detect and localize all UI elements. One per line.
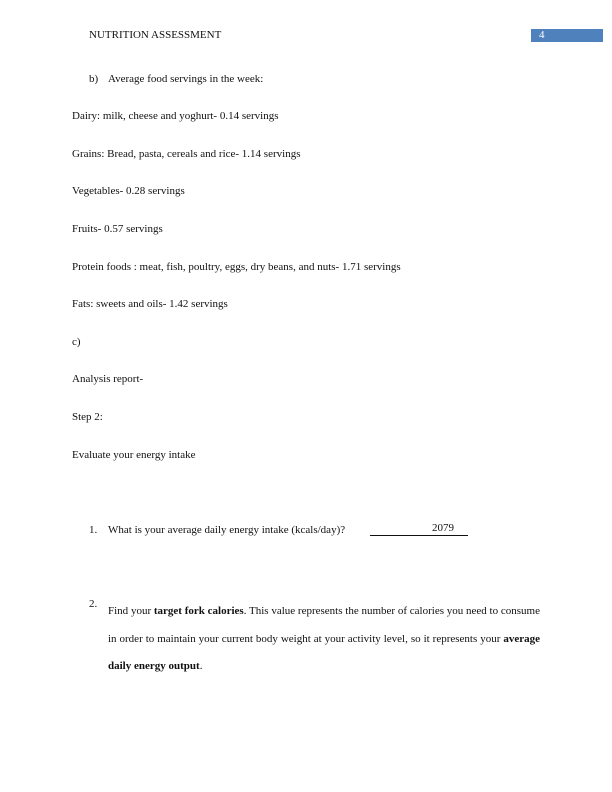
serving-item-dairy: Dairy: milk, cheese and yoghurt- 0.14 servings: [72, 110, 279, 122]
q2-text-part2: . This value represents the number of calories you need to consume in order to maintain your current body weight at your activity level, so it represents your: [108, 605, 540, 645]
serving-item-fruits: Fruits- 0.57 servings: [72, 223, 163, 235]
question-1-text: What is your average daily energy intake (kcals/day)?: [108, 524, 346, 536]
running-header-title: NUTRITION ASSESSMENT: [89, 29, 222, 41]
q2-text-part1: Find your: [108, 605, 154, 617]
page-number-box: [531, 29, 603, 42]
section-c-marker: c): [72, 336, 81, 348]
q2-bold-target-fork-calories: target fork calories: [153, 605, 244, 617]
list-marker-b: b): [89, 73, 99, 85]
analysis-report-label: Analysis report-: [72, 373, 144, 385]
serving-item-vegetables: Vegetables- 0.28 servings: [72, 185, 185, 197]
question-1-answer-line: [370, 522, 468, 536]
question-2-text: [108, 598, 540, 681]
q2-bold-average-daily-energy-output: average daily energy output: [108, 632, 540, 672]
q2-text-part3: .: [199, 660, 203, 672]
step-instruction: Evaluate your energy intake: [72, 449, 196, 461]
serving-item-grains: Grains: Bread, pasta, cereals and rice- 1.14 servings: [72, 148, 301, 160]
question-2-number: 2.: [89, 598, 98, 610]
servings-heading: Average food servings in the week:: [108, 73, 264, 85]
serving-item-protein: Protein foods : meat, fish, poultry, eggs, dry beans, and nuts- 1.71 servings: [72, 261, 401, 273]
serving-item-fats: Fats: sweets and oils- 1.42 servings: [72, 298, 228, 310]
step-label: Step 2:: [72, 411, 103, 423]
page-number: 4: [539, 29, 545, 41]
question-1-number: 1.: [89, 524, 98, 536]
question-1-answer: 2079: [432, 522, 454, 534]
